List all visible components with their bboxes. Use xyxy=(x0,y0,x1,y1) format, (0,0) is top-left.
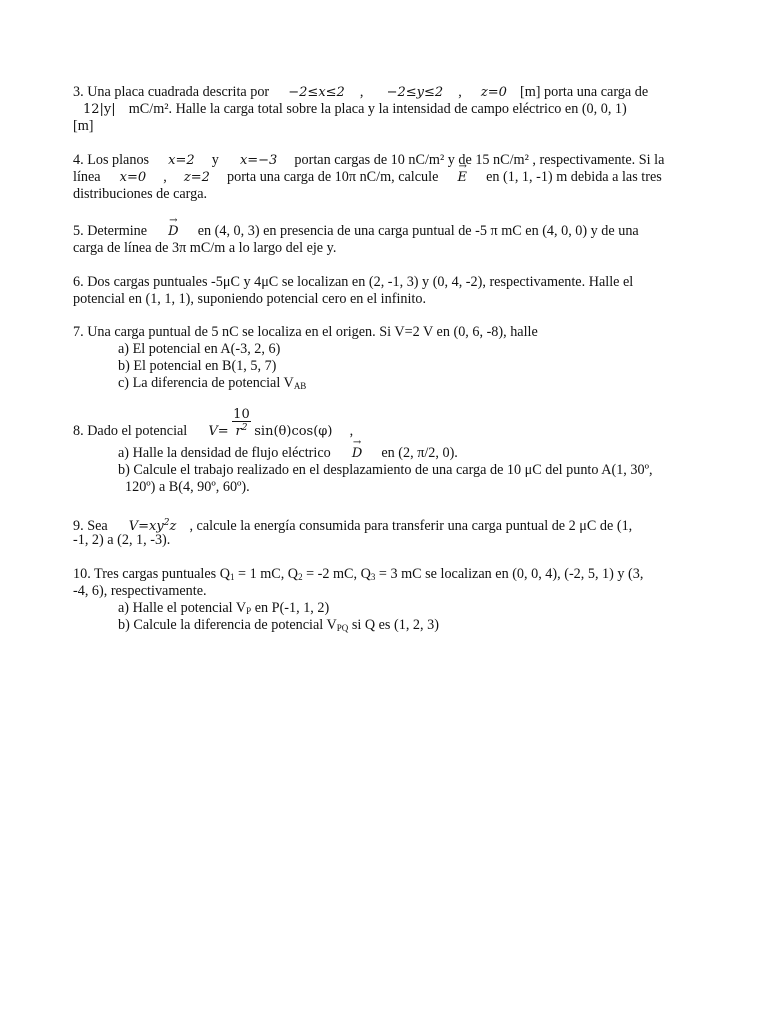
math-y-range: −2≤y≤2 xyxy=(386,85,444,100)
fraction-numerator: 10 xyxy=(233,407,250,422)
problem-3-line-3 xyxy=(73,118,708,135)
problem-3-line-2 xyxy=(73,101,708,118)
problem-7-item-b: b) El potencial en B(1, 5, 7) xyxy=(118,358,277,374)
math-plane-1: x=2 xyxy=(168,153,195,168)
problem-8-item-b-line-2: 120º) a B(4, 90º, 60º). xyxy=(125,479,250,495)
superscript: 2 xyxy=(163,518,170,528)
problem-6-line-1: 6. Dos cargas puntuales -5μC y 4μC se localizan en (2, -1, 3) y (0, 4, -2), respectivamente. Halle el xyxy=(73,274,634,290)
text: c) La diferencia de potencial V xyxy=(118,375,294,391)
subscript: 3 xyxy=(370,572,376,582)
text: = 3 mC se localizan en (0, 0, 4), (-2, 5, 1) y (3, xyxy=(375,566,644,582)
math-line-x: x=0 xyxy=(119,170,147,185)
text: 3. Una placa cuadrada descrita por xyxy=(73,84,270,100)
comma: , xyxy=(163,169,167,185)
problem-4-line-3 xyxy=(73,186,708,203)
problem-10-line-2: -4, 6), respectivamente. xyxy=(73,583,207,599)
problem-6 xyxy=(73,274,708,308)
math-x-range: −2≤x≤2 xyxy=(288,85,345,100)
text: porta una carga de 10π nC/m, calcule xyxy=(227,169,439,185)
problem-8 xyxy=(73,408,708,496)
problem-8-item-b-line-1: b) Calcule el trabajo realizado en el desplazamiento de una carga de 10 μC del punto A(1, 30º, xyxy=(118,462,653,478)
subscript: AB xyxy=(293,381,307,391)
text: 10. Tres cargas puntuales Q xyxy=(73,566,230,582)
problem-4 xyxy=(73,152,708,203)
problem-5-line-1 xyxy=(73,223,708,240)
problem-4-line-1 xyxy=(73,152,708,169)
subscript: 1 xyxy=(229,572,235,582)
math-plane-2: x=−3 xyxy=(239,153,278,168)
vector-e: → E xyxy=(457,169,467,186)
subscript: 2 xyxy=(298,572,303,582)
text: r xyxy=(235,424,242,439)
text: distribuciones de carga. xyxy=(73,186,208,202)
problem-3 xyxy=(73,84,708,135)
vector-d: → D xyxy=(168,223,178,240)
text: a) Halle la densidad de flujo eléctrico xyxy=(118,445,331,461)
problem-8-item-a xyxy=(73,445,708,462)
problem-8-line-1 xyxy=(73,408,708,444)
problem-7-item-a: a) El potencial en A(-3, 2, 6) xyxy=(118,341,281,357)
problem-5-line-2 xyxy=(73,240,708,257)
text: y xyxy=(211,152,219,168)
math-density: 12|y| xyxy=(83,102,116,117)
text: 4. Los planos xyxy=(73,152,150,168)
text: z xyxy=(169,519,177,534)
subscript: PQ xyxy=(336,623,349,633)
problem-9-line-2: -1, 2) a (2, 1, -3). xyxy=(73,532,171,548)
math-v: V= xyxy=(208,424,229,440)
math-z-eq: z=0 xyxy=(480,85,507,100)
text: en (4, 0, 3) en presencia de una carga puntual de -5 π mC en (4, 0, 0) y de una xyxy=(197,223,639,239)
comma: , xyxy=(359,84,364,100)
text: b) Calcule la diferencia de potencial V xyxy=(118,617,337,633)
problem-10 xyxy=(73,566,708,634)
text: si Q es (1, 2, 3) xyxy=(348,617,439,633)
problem-7 xyxy=(73,324,708,392)
vector-d: → D xyxy=(352,445,362,462)
problem-10-line-1 xyxy=(73,566,708,583)
text: portan cargas de 10 nC/m² y de 15 nC/m² , respectivamente. Si la xyxy=(294,152,665,168)
problem-6-line-2: potencial en (1, 1, 1), suponiendo potencial cero en el infinito. xyxy=(73,291,427,307)
problem-5 xyxy=(73,223,708,257)
text: = -2 mC, Q xyxy=(302,566,371,582)
comma: , xyxy=(349,423,354,440)
problem-3-line-1 xyxy=(73,84,708,101)
math-line-z: z=2 xyxy=(183,170,210,185)
comma: , xyxy=(458,84,462,100)
problem-7-line-1: 7. Una carga puntual de 5 nC se localiza en el origen. Si V=2 V en (0, 6, -8), halle xyxy=(73,324,538,340)
text: , calcule la energía consumida para transferir una carga puntual de 2 μC de (1, xyxy=(189,518,633,534)
problem-9-line-1 xyxy=(73,515,708,532)
text: 9. Sea xyxy=(73,518,108,534)
problem-4-line-2 xyxy=(73,169,708,186)
math-trig: sin(θ)cos(φ) xyxy=(254,424,333,440)
text: = 1 mC, Q xyxy=(234,566,299,582)
text: [m] porta una carga de xyxy=(519,84,649,100)
text: V=xy xyxy=(128,519,164,534)
text: [m] xyxy=(73,118,94,134)
text: a) Halle el potencial V xyxy=(118,600,247,616)
math-fraction xyxy=(232,408,251,438)
subscript: P xyxy=(246,606,252,616)
text: en (2, π/2, 0). xyxy=(381,445,458,461)
problem-9 xyxy=(73,515,708,549)
superscript: 2 xyxy=(241,423,248,433)
problem-7-item-c xyxy=(73,375,708,392)
text: en (1, 1, -1) m debida a las tres xyxy=(486,169,662,185)
text: línea xyxy=(73,169,101,185)
text: en P(-1, 1, 2) xyxy=(251,600,330,616)
text: 5. Determine xyxy=(73,223,148,239)
fraction-denominator xyxy=(232,422,251,438)
problem-10-item-b xyxy=(73,617,708,634)
text: carga de línea de 3π mC/m a lo largo del eje y. xyxy=(73,240,337,256)
text: 8. Dado el potencial xyxy=(73,423,188,440)
problem-10-item-a xyxy=(73,600,708,617)
text: mC/m². Halle la carga total sobre la placa y la intensidad de campo eléctrico en (0, 0, 1) xyxy=(128,101,627,117)
